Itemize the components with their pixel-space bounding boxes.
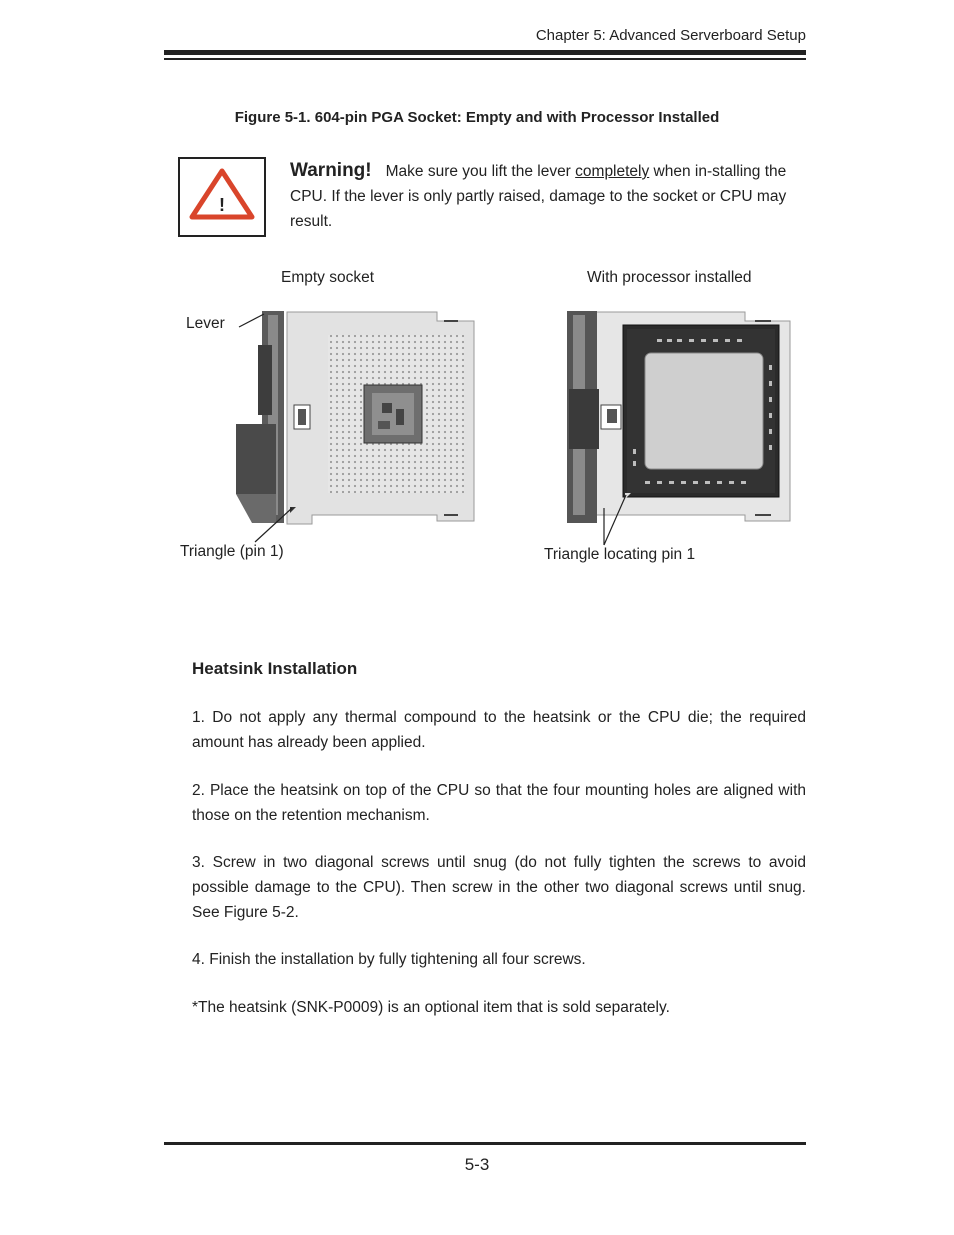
warning-underlined: completely xyxy=(575,163,650,180)
installed-title: With processor installed xyxy=(587,269,752,286)
right-triangle-label: Triangle locating pin 1 xyxy=(544,546,696,563)
section-title: Heatsink Installation xyxy=(192,659,358,678)
step-1: 1. Do not apply any thermal compound to the heatsink or the CPU die; the required amount has already been applied. xyxy=(192,709,806,751)
lever-label: Lever xyxy=(186,315,225,332)
step-3: 3. Screw in two diagonal screws until snug (do not fully tighten the screws to avoid possible damage to the CPU). Then screw in the other two diagonal screws until snug. See Figure 5-2. xyxy=(192,854,806,921)
heatsink-note: *The heatsink (SNK-P0009) is an optional item that is sold separately. xyxy=(192,999,670,1016)
chapter-header: Chapter 5: Advanced Serverboard Setup xyxy=(535,27,806,44)
footer-rule xyxy=(164,1142,806,1145)
warning-title: Warning! xyxy=(290,160,372,181)
warning-text-after: when in-stalling the CPU. If the lever is only partly raised, damage to the socket or CPU may result. xyxy=(290,163,787,230)
left-triangle-label: Triangle (pin 1) xyxy=(180,543,284,560)
warning-text-before: Make sure you lift the lever xyxy=(385,163,576,180)
figure-caption: Figure 5-1. 604-pin PGA Socket: Empty and with Processor Installed xyxy=(234,109,720,126)
svg-text:!: ! xyxy=(219,195,225,215)
page-number: 5-3 xyxy=(464,1155,490,1174)
empty-socket-title: Empty socket xyxy=(281,269,375,286)
step-2: 2. Place the heatsink on top of the CPU so that the four mounting holes are aligned with those on the retention mechanism. xyxy=(192,782,806,824)
step-4: 4. Finish the installation by fully tightening all four screws. xyxy=(192,951,586,968)
